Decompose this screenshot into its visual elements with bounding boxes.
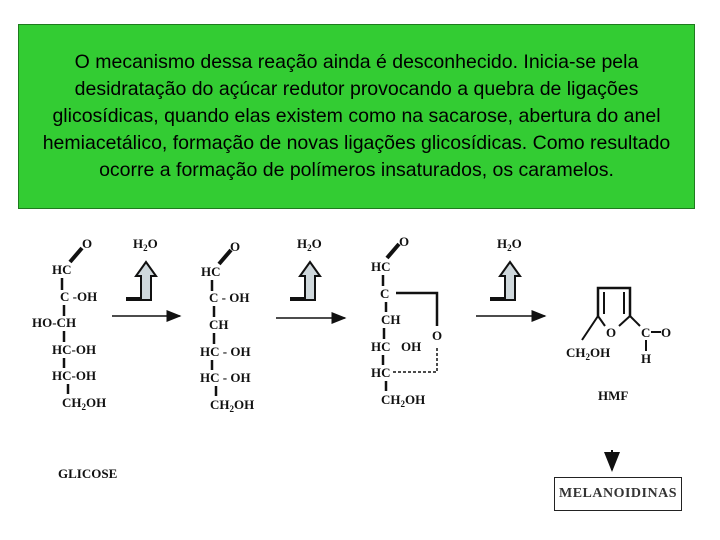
enol-intermediate-structure bbox=[200, 239, 254, 414]
ring-closure-line bbox=[396, 293, 437, 326]
double-bond bbox=[70, 248, 82, 262]
ring-oxygen: O bbox=[432, 328, 443, 343]
atom-oh: OH bbox=[401, 339, 422, 354]
row-hc: HC bbox=[52, 262, 72, 277]
row-ch2oh: $CH_2OH$ bbox=[381, 392, 426, 409]
water-formula: $H_2O$ bbox=[297, 236, 322, 253]
bond bbox=[582, 316, 598, 340]
melanoidins-box bbox=[554, 477, 682, 511]
hmf-label: HMF bbox=[598, 388, 629, 403]
intro-text: O mecanismo dessa reação ainda é desconhecido. Inicia-se pela desidratação do açúcar redutor provocando a quebra de ligações glicosídicas, quando elas existem como na sacarose, abertura do anel hemiacetálico, formação de novas ligações glicosídicas. Como resultado ocorre a formação de polímeros insaturados, os caramelos. bbox=[42, 51, 671, 181]
water-formula: $H_2O$ bbox=[497, 236, 522, 253]
row-ho-ch: HO-CH bbox=[32, 315, 77, 330]
row-hc: HC bbox=[371, 339, 391, 354]
furan-ring bbox=[598, 288, 630, 316]
atom-ch2oh: $CH_2OH$ bbox=[566, 345, 611, 362]
cyclizing-intermediate-structure bbox=[371, 234, 442, 409]
row-c-oh: C - OH bbox=[209, 290, 250, 305]
water-loss-2 bbox=[291, 236, 322, 300]
row-ch2oh: $CH_2OH$ bbox=[62, 395, 107, 412]
row-hc-oh: HC-OH bbox=[52, 368, 97, 383]
row-ch: CH bbox=[381, 312, 401, 327]
bond bbox=[598, 316, 605, 326]
bond bbox=[619, 316, 630, 326]
water-formula: $H_2O$ bbox=[133, 236, 158, 253]
melanoidins-label: MELANOIDINAS bbox=[558, 486, 677, 501]
row-c-oh: C -OH bbox=[60, 289, 98, 304]
row-hc: HC bbox=[201, 264, 221, 279]
row-hc-oh: HC-OH bbox=[52, 342, 97, 357]
water-release-arrow-icon bbox=[291, 262, 320, 300]
atom-o: O bbox=[399, 234, 410, 249]
row-c: C bbox=[380, 286, 390, 301]
bond bbox=[630, 316, 640, 326]
ring-oxygen: O bbox=[606, 325, 617, 340]
row-hc: HC bbox=[371, 259, 391, 274]
atom-o: O bbox=[82, 236, 93, 251]
glucose-structure bbox=[32, 236, 117, 481]
atom-o: O bbox=[230, 239, 241, 254]
glucose-label: GLICOSE bbox=[58, 466, 118, 481]
double-bond bbox=[387, 244, 399, 258]
water-release-arrow-icon bbox=[491, 262, 520, 300]
atom-c: C bbox=[641, 325, 651, 340]
row-hc-oh: HC - OH bbox=[200, 370, 251, 385]
water-loss-1 bbox=[127, 236, 158, 300]
hmf-structure bbox=[566, 288, 671, 403]
water-release-arrow-icon bbox=[127, 262, 156, 300]
atom-h: H bbox=[641, 351, 652, 366]
row-ch2oh: $CH_2OH$ bbox=[210, 397, 255, 414]
atom-o: O bbox=[661, 325, 672, 340]
water-loss-3 bbox=[491, 236, 522, 300]
row-hc: HC bbox=[371, 365, 391, 380]
row-ch: CH bbox=[209, 317, 229, 332]
row-hc-oh: HC - OH bbox=[200, 344, 251, 359]
